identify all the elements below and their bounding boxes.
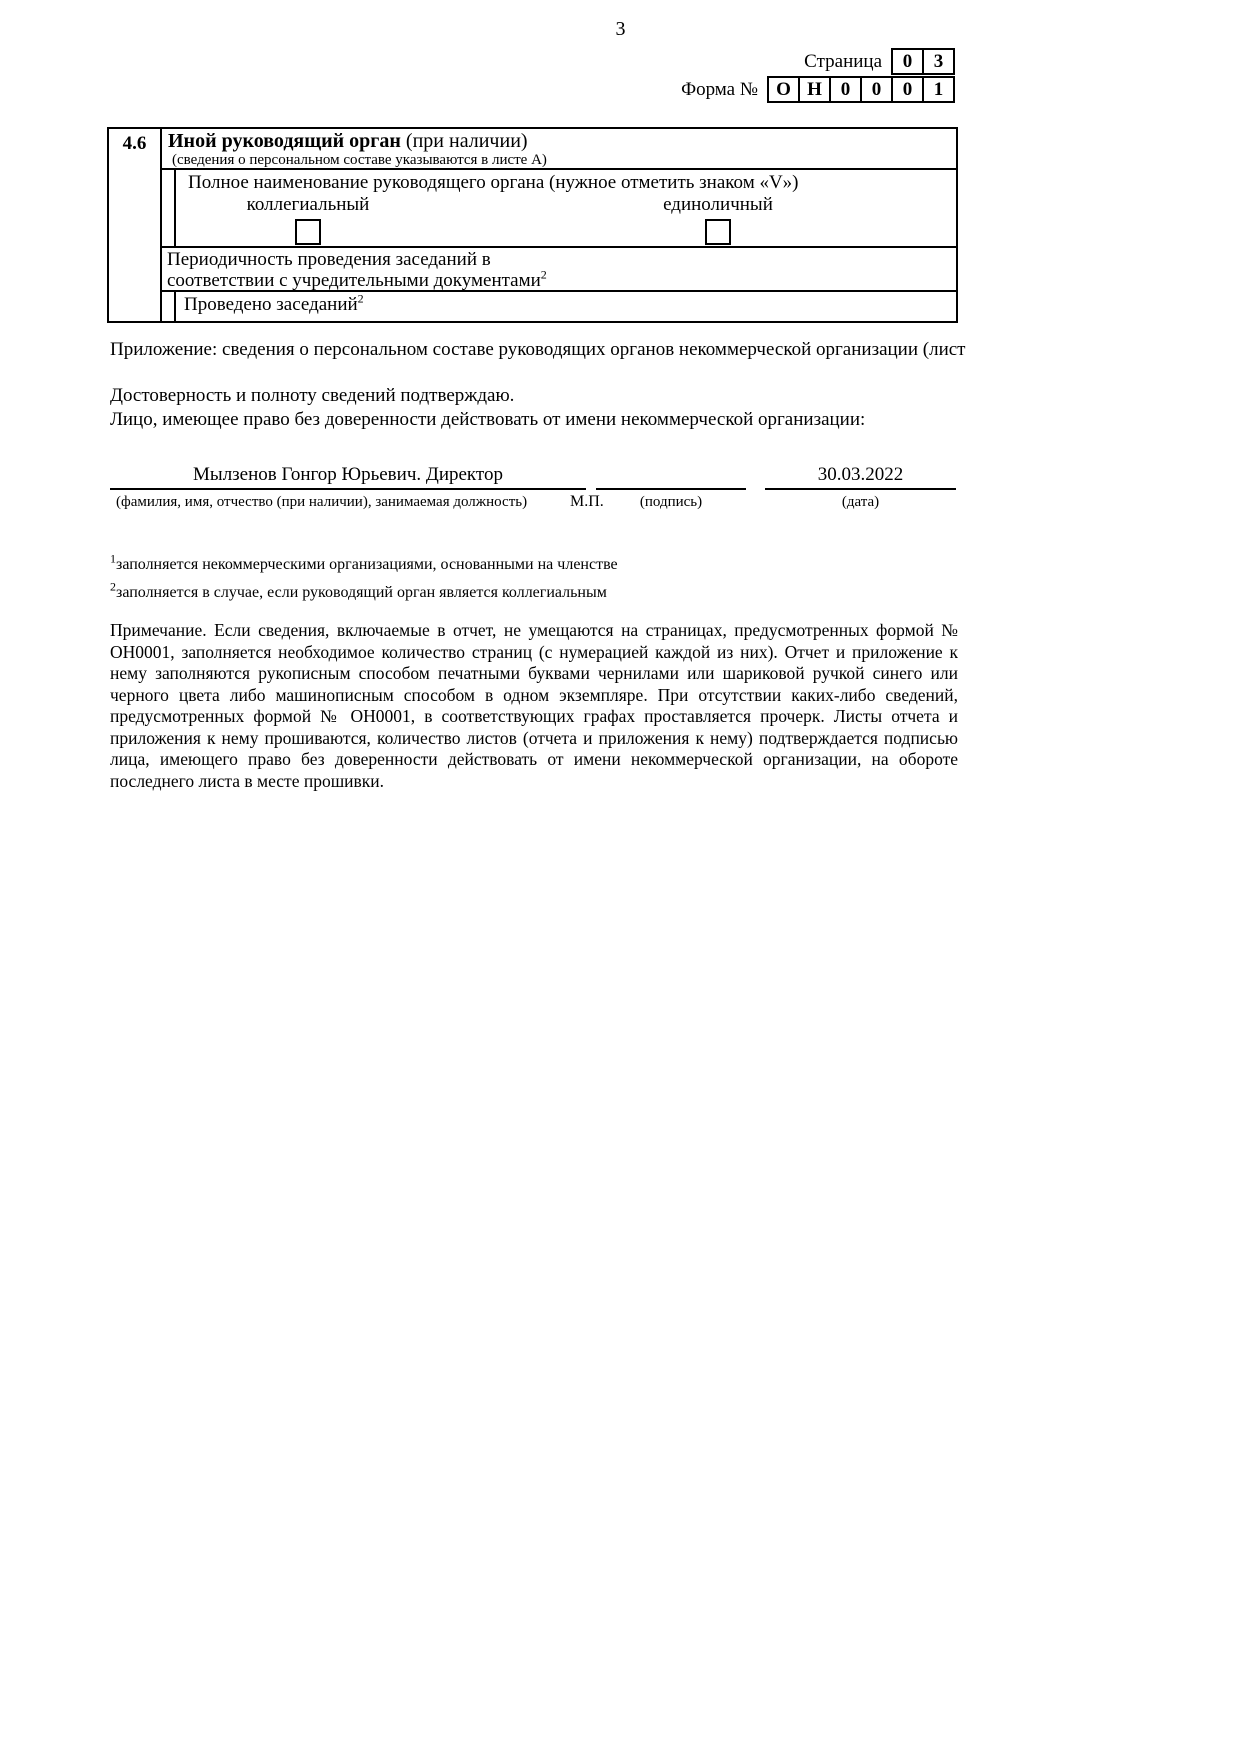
org-name-row	[162, 170, 956, 248]
periodicity-line-1: Периодичность проведения заседаний в	[167, 249, 491, 270]
date-caption: (дата)	[841, 494, 880, 510]
signature-line	[596, 464, 746, 490]
meetings-footnote-marker: 2	[357, 291, 364, 306]
section-title-suffix: (при наличии)	[400, 130, 528, 152]
footnote-1-text: заполняется некоммерческими организациями, основанными на членстве	[116, 556, 618, 573]
section-number: 4.6	[122, 133, 147, 154]
page-code-boxes	[891, 48, 955, 75]
page-code-label: Страница	[804, 50, 882, 72]
footnote-2-text: заполняется в случае, если руководящий орган является коллегиальным	[116, 584, 607, 601]
form-code-label: Форма №	[681, 78, 758, 100]
attachment-line: Приложение: сведения о персональном составе руководящих органов некоммерческой организации (лист	[110, 339, 966, 360]
footnote-1-marker: 1	[110, 551, 116, 566]
periodicity-row	[162, 248, 956, 292]
section-subtitle: (сведения о персональном составе указываются в листе А)	[172, 152, 547, 168]
form-code-cell: 0	[829, 76, 862, 103]
periodicity-footnote-marker: 2	[540, 267, 547, 282]
form-code-cell: 0	[891, 76, 924, 103]
meetings-cell	[174, 292, 956, 321]
form-code-boxes	[767, 76, 955, 103]
signature-date-line: 30.03.2022	[765, 464, 956, 490]
meetings-label: Проведено заседаний	[184, 294, 358, 315]
section-number-cell	[109, 129, 162, 321]
page-code-cell: 0	[891, 48, 924, 75]
form-code-row	[681, 76, 955, 103]
meetings-row	[162, 292, 956, 321]
footnote-2-marker: 2	[110, 579, 116, 594]
sole-option	[638, 194, 798, 245]
section-title: Иной руководящий орган	[168, 130, 401, 152]
confirmation-line-1: Достоверность и полноту сведений подтверждаю.	[110, 385, 515, 406]
confirmation-line-2: Лицо, имеющее право без доверенности действовать от имени некоммерческой организации:	[110, 409, 866, 430]
sole-label: единоличный	[663, 194, 773, 215]
form-code-cell: О	[767, 76, 800, 103]
section-title-row	[162, 129, 956, 170]
stamp-place-label: М.П.	[570, 493, 604, 510]
form-code-cell: 0	[860, 76, 893, 103]
collegial-label: коллегиальный	[246, 194, 370, 215]
section-4-6-table	[107, 127, 958, 323]
org-type-options	[162, 194, 956, 246]
sole-checkbox[interactable]	[705, 219, 731, 245]
org-name-label: Полное наименование руководящего органа (нужное отметить знаком «V»)	[188, 172, 799, 193]
collegial-checkbox[interactable]	[295, 219, 321, 245]
signatory-name-line: Мылзенов Гонгор Юрьевич. Директор	[110, 464, 586, 490]
footnote-1	[110, 551, 618, 574]
form-code-cell: Н	[798, 76, 831, 103]
form-code-cell: 1	[922, 76, 955, 103]
footnote-2	[110, 579, 607, 602]
note-paragraph: Примечание. Если сведения, включаемые в отчет, не умещаются на страницах, предусмотренных формой № ОН0001, заполняется необходимое количество страниц (с нумерацией каждой из них). Отчет и приложение к нему заполняются рукописным способом печатными буквами чернилами или шариковой ручкой синего или черного цвета либо машинописным способом в одном экземпляре. При отсутствии каких-либо сведений, предусмотренных формой № ОН0001, в соответствующих графах проставляется прочерк. Листы отчета и приложения к нему прошиваются, количество листов (отчета и приложения к нему) подтверждается подписью лица, имеющего право без доверенности действовать от имени некоммерческой организации, на обороте последнего листа в месте прошивки.	[110, 620, 958, 791]
section-main-column	[162, 129, 956, 321]
signature-caption: (подпись)	[639, 494, 703, 510]
page-code-cell: 3	[922, 48, 955, 75]
page-code-row	[804, 48, 955, 75]
periodicity-line-2: соответствии с учредительными документами	[167, 270, 541, 291]
name-caption: (фамилия, имя, отчество (при наличии), занимаемая должность)	[116, 494, 528, 510]
page-number: 3	[615, 18, 626, 40]
collegial-option	[228, 194, 388, 245]
